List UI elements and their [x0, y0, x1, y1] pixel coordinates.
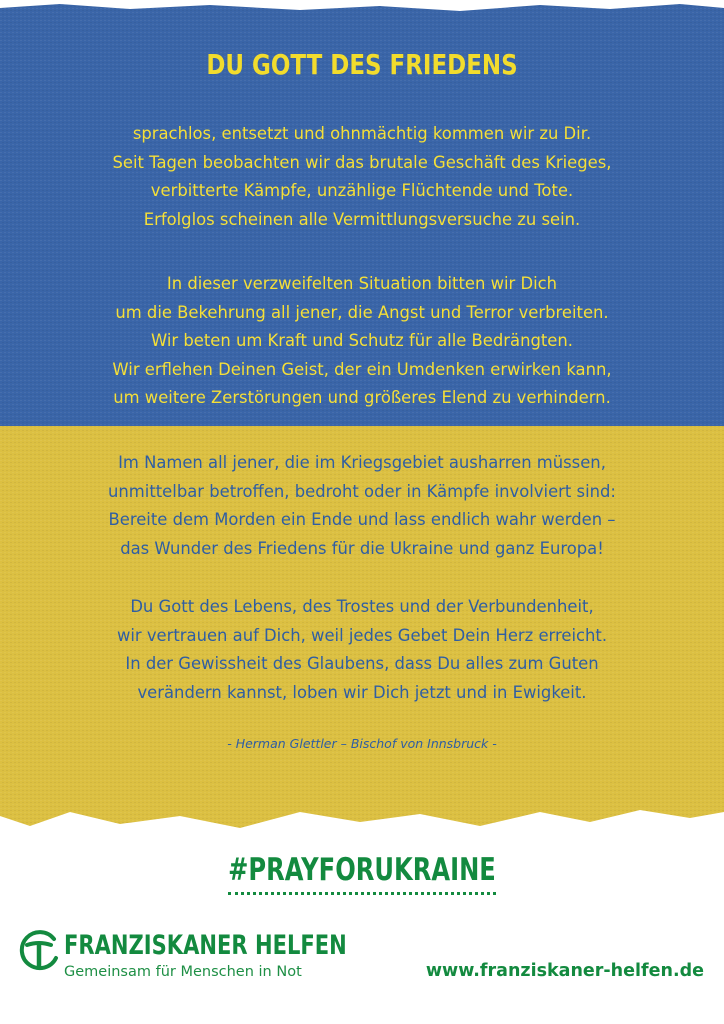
stanza-line: um die Bekehrung all jener, die Angst und Terror verbreiten.	[115, 302, 609, 322]
brand-tagline: Gemeinsam für Menschen in Not	[64, 964, 302, 980]
stanza-line: sprachlos, entsetzt und ohnmächtig kommen wir zu Dir.	[132, 124, 592, 143]
hashtag-underline	[228, 892, 496, 895]
stanza-line: das Wunder des Friedens für die Ukraine und ganz Europa!	[120, 538, 604, 558]
stanza-line: Du Gott des Lebens, des Trostes und der Verbundenheit,	[130, 597, 594, 616]
stanza-2	[0, 270, 724, 413]
website-link[interactable]: www.franziskaner-helfen.de	[425, 961, 704, 981]
stanza-line: verbitterte Kämpfe, unzählige Flüchtende und Tote.	[150, 181, 574, 200]
stanza-4	[0, 593, 724, 707]
stanza-line: In dieser verzweifelten Situation bitten wir Dich	[166, 274, 558, 293]
stanza-1	[0, 120, 724, 234]
stanza-3	[0, 449, 724, 563]
stanza-line: unmittelbar betroffen, bedroht oder in Kämpfe involviert sind:	[108, 481, 616, 501]
stanza-line: um weitere Zerstörungen und größeres Elend zu verhindern.	[113, 388, 611, 407]
poster-title: DU GOTT DES FRIEDENS	[206, 48, 518, 81]
stanza-line: In der Gewissheit des Glaubens, dass Du alles zum Guten	[125, 654, 599, 673]
author-attribution: - Herman Glettler – Bischof von Innsbruck -	[227, 736, 497, 751]
stanza-line: Im Namen all jener, die im Kriegsgebiet ausharren müssen,	[118, 453, 606, 472]
hashtag: #PRAYFORUKRAINE	[228, 852, 496, 888]
stanza-line: Wir beten um Kraft und Schutz für alle Bedrängten.	[151, 331, 573, 350]
stanza-line: wir vertrauen auf Dich, weil jedes Gebet Dein Herz erreicht.	[116, 625, 608, 645]
stanza-line: Erfolglos scheinen alle Vermittlungsversuche zu sein.	[143, 209, 581, 229]
stanza-line: Bereite dem Morden ein Ende und lass endlich wahr werden –	[108, 510, 616, 529]
stanza-line: verändern kannst, loben wir Dich jetzt und in Ewigkeit.	[137, 682, 587, 702]
tau-cross-circle-icon	[18, 930, 60, 972]
brand-name: FRANZISKANER HELFEN	[64, 930, 347, 961]
stanza-line: Seit Tagen beobachten wir das brutale Geschäft des Krieges,	[112, 152, 612, 172]
stanza-line: Wir erflehen Deinen Geist, der ein Umdenken erwirken kann,	[112, 359, 612, 379]
